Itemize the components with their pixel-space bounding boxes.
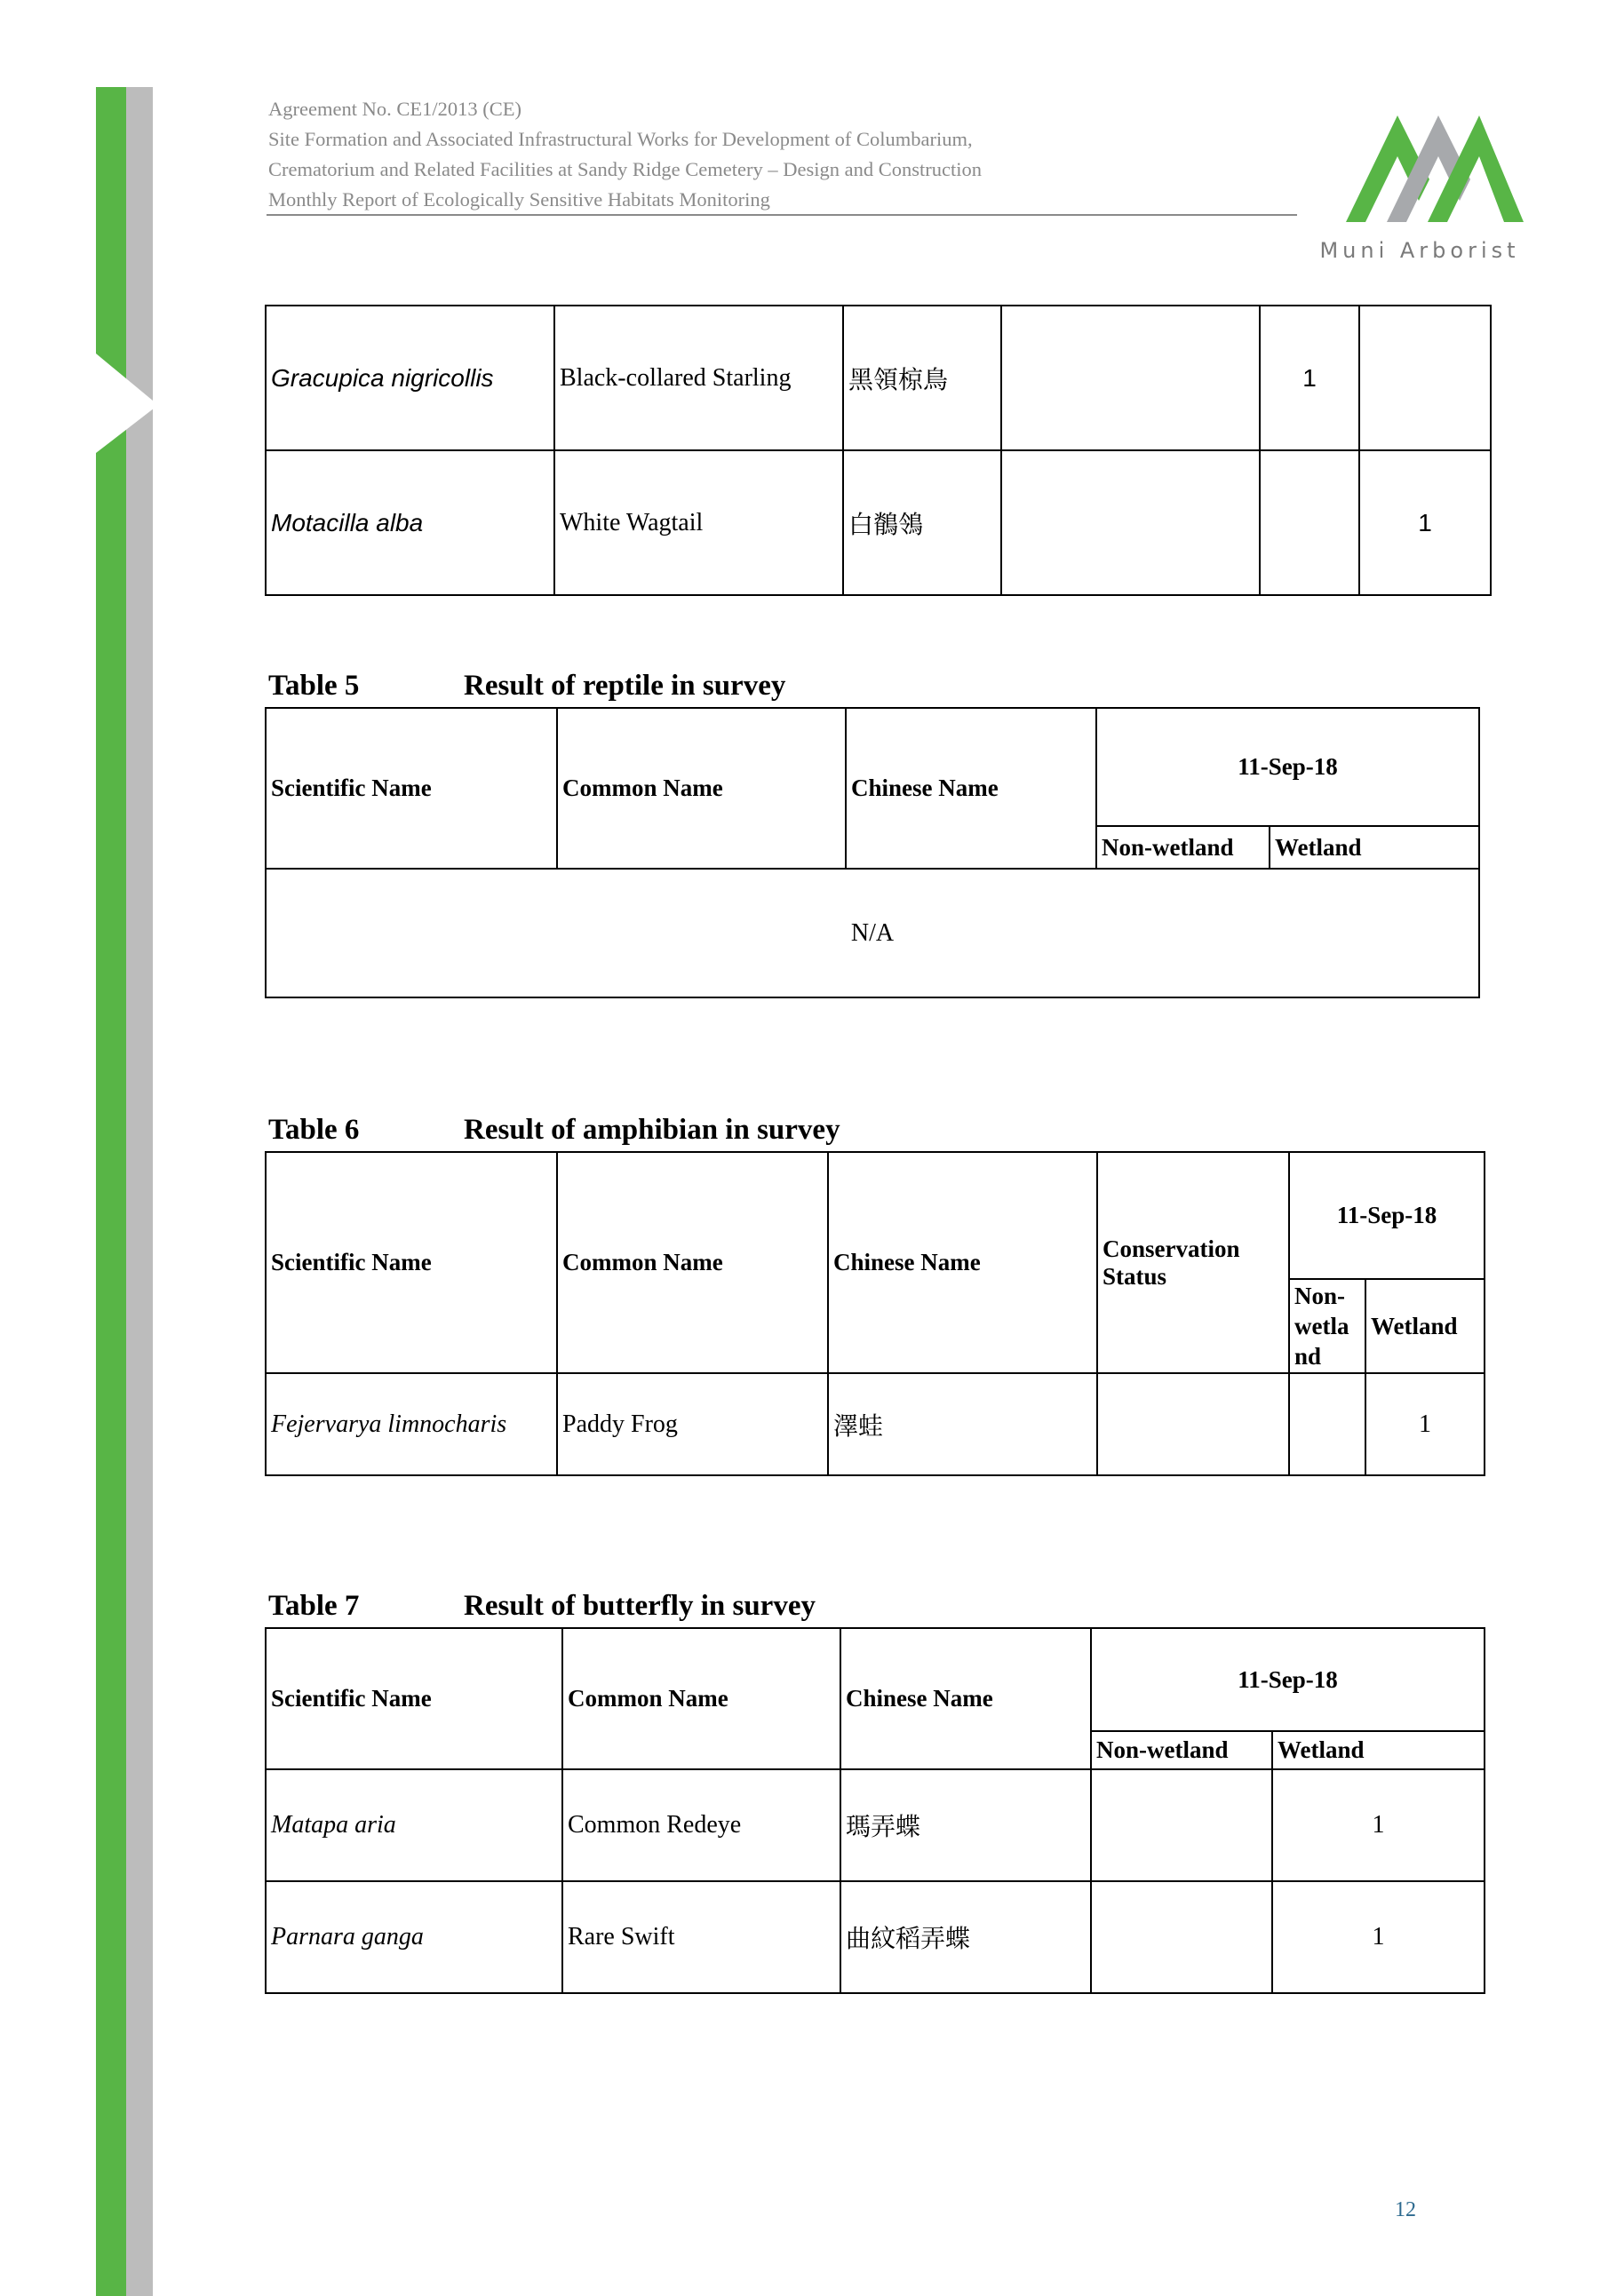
document-header bbox=[268, 94, 1299, 215]
non-wetland-count-cell bbox=[1289, 1373, 1365, 1475]
col-header-date: 11-Sep-18 bbox=[1096, 708, 1479, 826]
chinese-name-cell: 曲紋稻弄蝶 bbox=[840, 1881, 1091, 1993]
wetland-count-cell: 1 bbox=[1272, 1769, 1485, 1881]
table5-number: Table 5 bbox=[268, 670, 360, 702]
amphibian-table bbox=[265, 1151, 1485, 1476]
conservation-status-line2: Status bbox=[1103, 1262, 1167, 1290]
col-header-common: Common Name bbox=[557, 708, 846, 869]
table-row bbox=[266, 1769, 1485, 1881]
butterfly-table bbox=[265, 1627, 1485, 1994]
col-header-chinese: Chinese Name bbox=[846, 708, 1096, 869]
non-wetland-count-cell bbox=[1260, 450, 1359, 595]
wetland-count-cell: 1 bbox=[1272, 1881, 1485, 1993]
conservation-status-line1: Conservation bbox=[1103, 1235, 1240, 1262]
col-header-chinese: Chinese Name bbox=[840, 1628, 1091, 1769]
reptile-table bbox=[265, 707, 1480, 998]
non-wetland-count-cell bbox=[1091, 1881, 1272, 1993]
col-header-scientific: Scientific Name bbox=[266, 708, 557, 869]
common-name-cell: Common Redeye bbox=[562, 1769, 840, 1881]
col-header-non-wetland bbox=[1289, 1279, 1365, 1373]
col-header-date: 11-Sep-18 bbox=[1289, 1152, 1485, 1279]
table-header-row bbox=[266, 1152, 1485, 1279]
table-row bbox=[266, 450, 1491, 595]
chinese-name-cell: 黑領椋鳥 bbox=[843, 306, 1001, 450]
col-header-wetland: Wetland bbox=[1365, 1279, 1485, 1373]
header-project-line1: Site Formation and Associated Infrastructural Works for Development of Columbarium, bbox=[268, 128, 973, 150]
col-header-scientific: Scientific Name bbox=[266, 1152, 557, 1373]
chinese-name-cell: 瑪弄蝶 bbox=[840, 1769, 1091, 1881]
table-row bbox=[266, 869, 1479, 997]
non-wetland-line3: nd bbox=[1294, 1343, 1322, 1370]
stripe-notch-arrow bbox=[96, 354, 158, 453]
non-wetland-count-cell bbox=[1091, 1769, 1272, 1881]
scientific-name-cell: Matapa aria bbox=[266, 1769, 562, 1881]
col-header-conservation-status bbox=[1097, 1152, 1289, 1373]
scientific-name-cell: Motacilla alba bbox=[266, 450, 554, 595]
status-cell bbox=[1001, 306, 1260, 450]
common-name-cell: Rare Swift bbox=[562, 1881, 840, 1993]
table7-number: Table 7 bbox=[268, 1590, 360, 1622]
col-header-non-wetland: Non-wetland bbox=[1096, 826, 1270, 869]
wetland-count-cell bbox=[1359, 306, 1491, 450]
table-header-row bbox=[266, 708, 1479, 826]
non-wetland-line1: Non- bbox=[1294, 1283, 1346, 1309]
col-header-scientific: Scientific Name bbox=[266, 1628, 562, 1769]
col-header-common: Common Name bbox=[557, 1152, 828, 1373]
header-agreement: Agreement No. CE1/2013 (CE) bbox=[268, 98, 521, 120]
scientific-name-cell: Fejervarya limnocharis bbox=[266, 1373, 557, 1475]
col-header-common: Common Name bbox=[562, 1628, 840, 1769]
table-row bbox=[266, 306, 1491, 450]
header-divider bbox=[267, 214, 1297, 216]
scientific-name-cell: Parnara ganga bbox=[266, 1881, 562, 1993]
common-name-cell: Paddy Frog bbox=[557, 1373, 828, 1475]
col-header-non-wetland: Non-wetland bbox=[1091, 1731, 1272, 1769]
common-name-cell: Black-collared Starling bbox=[554, 306, 843, 450]
page-number: 12 bbox=[1395, 2198, 1416, 2221]
table7-title: Result of butterfly in survey bbox=[464, 1590, 816, 1622]
status-cell bbox=[1097, 1373, 1289, 1475]
table6-number: Table 6 bbox=[268, 1114, 360, 1146]
empty-result-cell: N/A bbox=[266, 869, 1479, 997]
table-header-row bbox=[266, 1628, 1485, 1731]
wetland-count-cell: 1 bbox=[1365, 1373, 1485, 1475]
col-header-chinese: Chinese Name bbox=[828, 1152, 1097, 1373]
non-wetland-count-cell: 1 bbox=[1260, 306, 1359, 450]
bird-table-continued bbox=[265, 305, 1492, 596]
wetland-count-cell: 1 bbox=[1359, 450, 1491, 595]
col-header-wetland: Wetland bbox=[1272, 1731, 1485, 1769]
table5-title: Result of reptile in survey bbox=[464, 670, 786, 702]
chinese-name-cell: 澤蛙 bbox=[828, 1373, 1097, 1475]
header-report-title: Monthly Report of Ecologically Sensitive Habitats Monitoring bbox=[268, 188, 770, 211]
non-wetland-line2: wetla bbox=[1294, 1313, 1349, 1339]
scientific-name-cell: Gracupica nigricollis bbox=[266, 306, 554, 450]
table6-title: Result of amphibian in survey bbox=[464, 1114, 840, 1146]
chinese-name-cell: 白鶺鴒 bbox=[843, 450, 1001, 595]
header-project-line2: Crematorium and Related Facilities at Sandy Ridge Cemetery – Design and Construction bbox=[268, 158, 982, 180]
table-row bbox=[266, 1881, 1485, 1993]
status-cell bbox=[1001, 450, 1260, 595]
logo-text: Muni Arborist bbox=[1319, 238, 1520, 263]
table-row bbox=[266, 1373, 1485, 1475]
common-name-cell: White Wagtail bbox=[554, 450, 843, 595]
col-header-date: 11-Sep-18 bbox=[1091, 1628, 1485, 1731]
col-header-wetland: Wetland bbox=[1270, 826, 1479, 869]
